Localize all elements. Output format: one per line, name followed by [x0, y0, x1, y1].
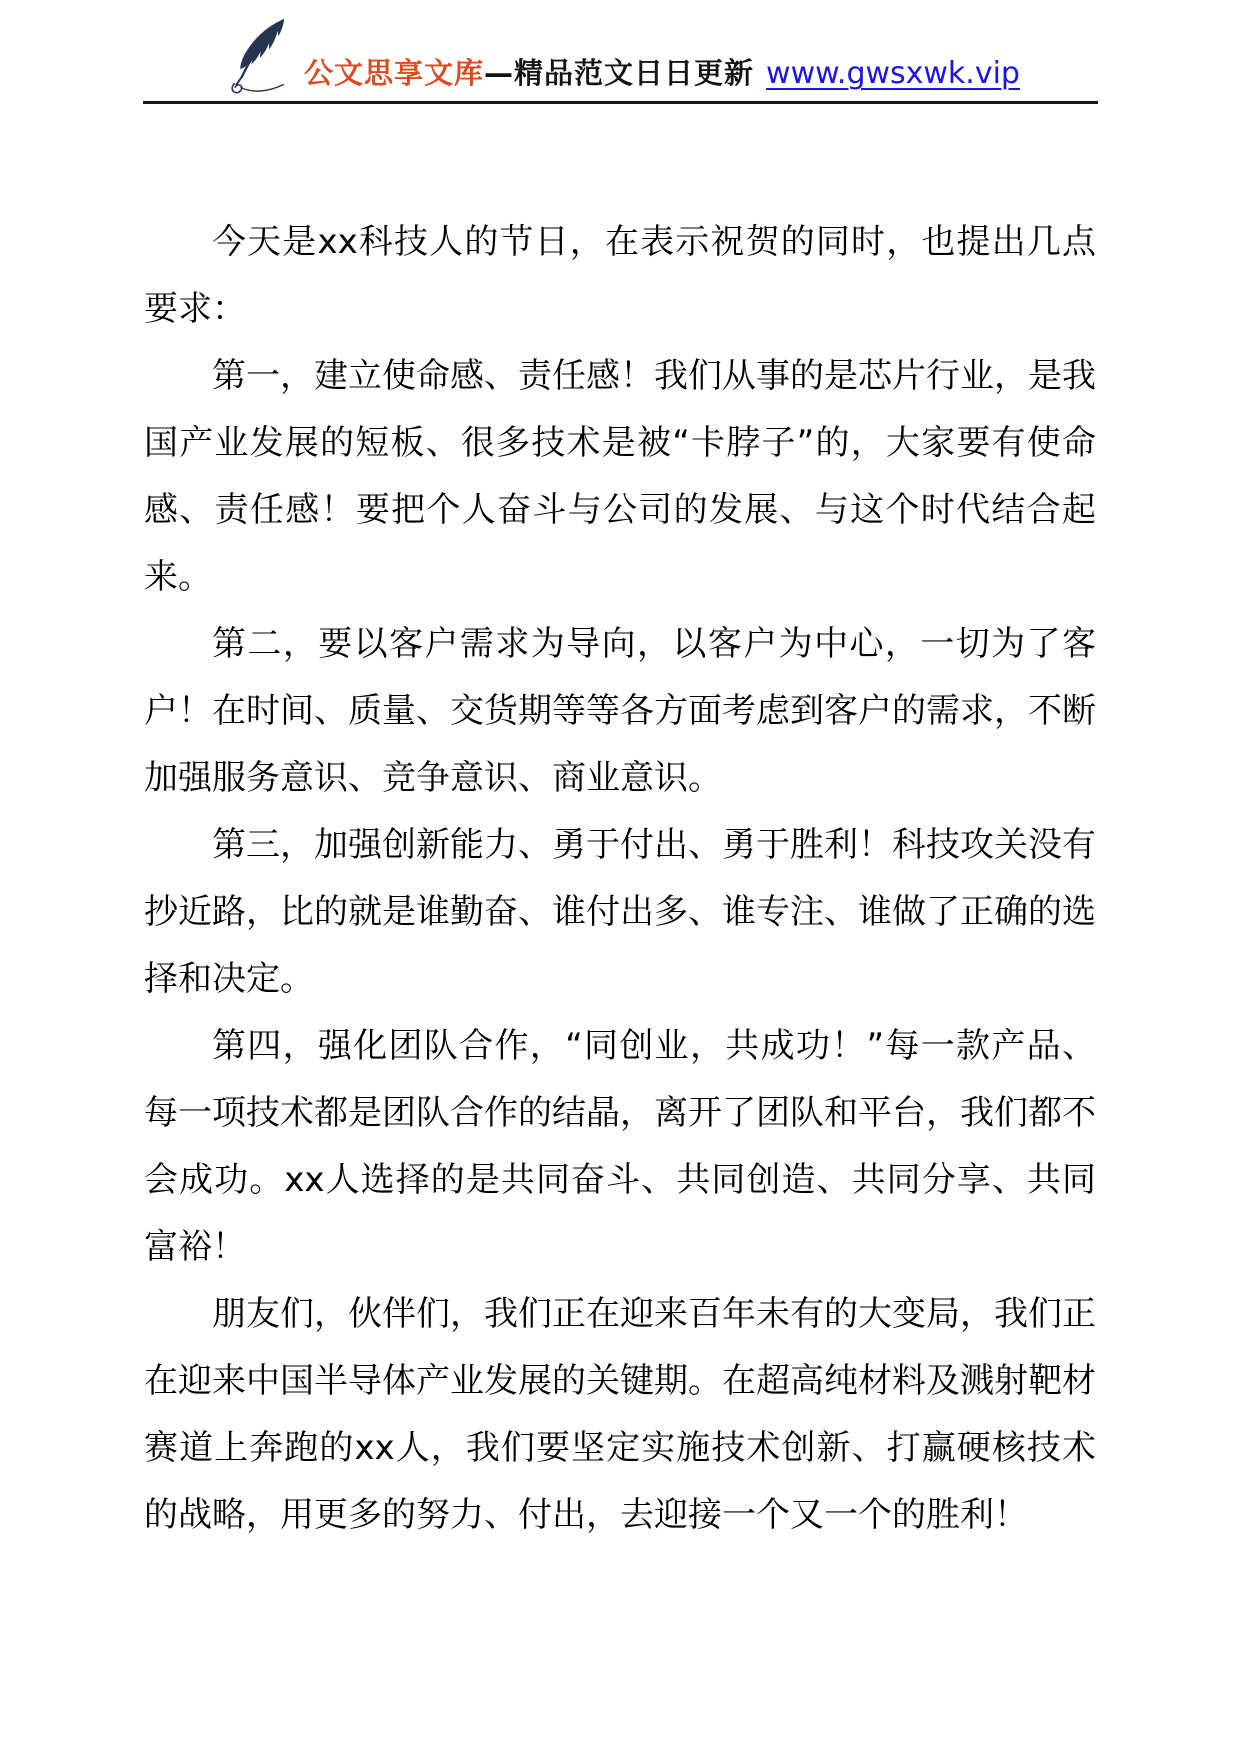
header	[0, 0, 1240, 98]
site-name: 公文思享文库	[304, 56, 485, 90]
paragraph: 第一，建立使命感、责任感！我们从事的是芯片行业，是我国产业发展的短板、很多技术是被“卡脖子”的，大家要有使命感、责任感！要把个人奋斗与公司的发展、与这个时代结合起来。	[144, 356, 1096, 597]
paragraph: 第三，加强创新能力、勇于付出、勇于胜利！科技攻关没有抄近路，比的就是谁勤奋、谁付出多、谁专注、谁做了正确的选择和决定。	[144, 825, 1096, 999]
document-body	[144, 209, 1096, 1549]
header-divider	[143, 101, 1098, 104]
paragraph: 今天是xx科技人的节日，在表示祝贺的同时，也提出几点要求：	[144, 222, 1096, 329]
quill-feather-icon	[220, 12, 298, 98]
site-url-link[interactable]: www.gwsxwk.vip	[766, 56, 1020, 91]
paragraph: 第二，要以客户需求为导向，以客户为中心，一切为了客户！在时间、质量、交货期等等各方面考虑到客户的需求，不断加强服务意识、竞争意识、商业意识。	[144, 624, 1096, 798]
paragraph: 朋友们，伙伴们，我们正在迎来百年未有的大变局，我们正在迎来中国半导体产业发展的关键期。在超高纯材料及溅射靶材赛道上奔跑的xx人，我们要坚定实施技术创新、打赢硬核技术的战略，用更多的努力、付出，去迎接一个又一个的胜利！	[144, 1294, 1096, 1535]
paragraph: 第四，强化团队合作，“同创业，共成功！”每一款产品、每一项技术都是团队合作的结晶，离开了团队和平台，我们都不会成功。xx人选择的是共同奋斗、共同创造、共同分享、共同富裕！	[144, 1026, 1096, 1267]
site-tagline: —精品范文日日更新	[484, 56, 755, 90]
